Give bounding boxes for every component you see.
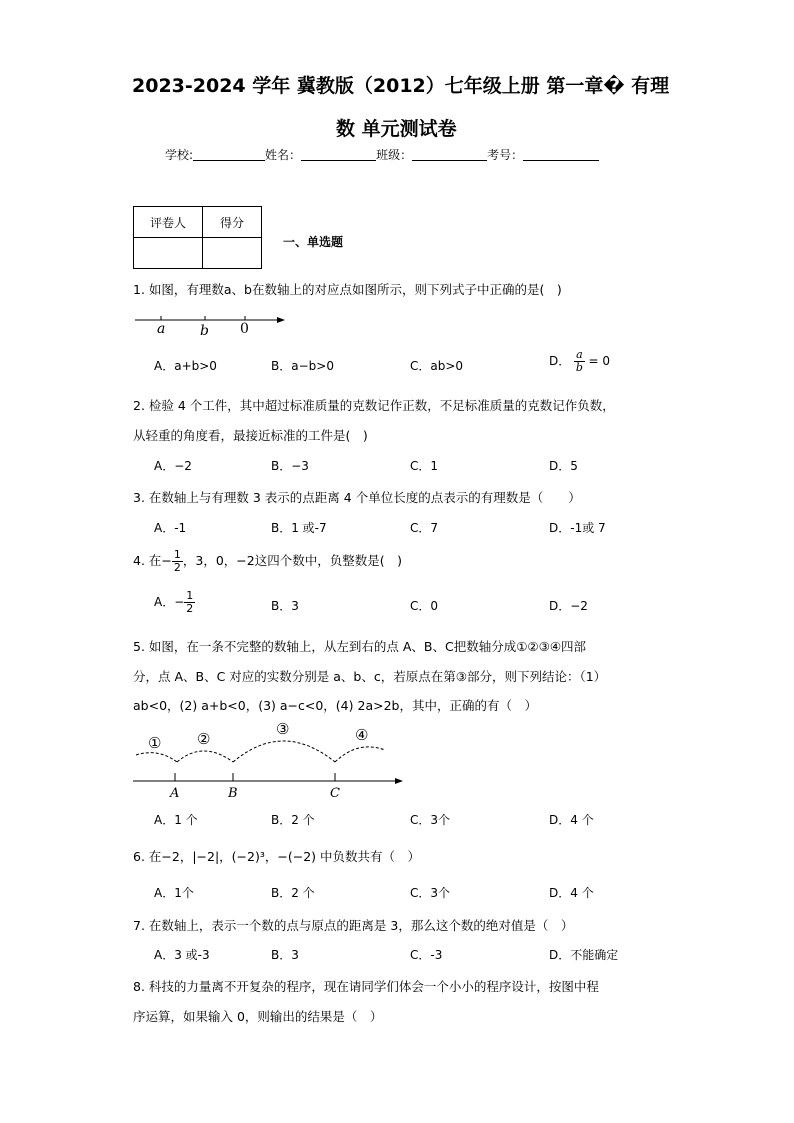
- q6-option-a: A．1个: [154, 886, 194, 900]
- name-label: 姓名：: [265, 148, 302, 162]
- q7-option-d: D．不能确定: [549, 948, 619, 962]
- label-0: 0: [240, 321, 249, 337]
- q6-option-d: D．4 个: [549, 886, 594, 900]
- q1-option-b: B．a−b>0: [271, 359, 334, 373]
- q5-option-d: D．4 个: [549, 813, 594, 827]
- point-A-label: A: [170, 786, 180, 801]
- frac-numerator: a: [576, 348, 583, 361]
- section-heading: 一、单选题: [283, 235, 344, 249]
- question-5-stem-line2: 分，点 A、B、C 对应的实数分别是 a、b、c，若原点在第③部分，则下列结论：（1）: [133, 669, 607, 684]
- q1-option-d-tail: = 0: [588, 354, 610, 368]
- frac-denominator: 2: [173, 561, 181, 574]
- q7-option-b: B．3: [271, 948, 299, 962]
- question-2-stem-line2: 从轻重的角度看，最接近标准的工件是( ): [133, 428, 368, 443]
- q3-option-d: D．-1或 7: [549, 521, 606, 535]
- q4-stem-post: ，3，0，−2这四个数中，负整数是( ): [182, 553, 402, 568]
- q2-option-c: C．1: [410, 459, 439, 473]
- region-4-label: ④: [355, 726, 369, 744]
- region-2-label: ②: [197, 730, 211, 748]
- frac-denominator: 2: [186, 602, 194, 615]
- q4-stem-fraction: [172, 549, 183, 574]
- class-label: 班级：: [376, 148, 413, 162]
- q1-option-a: A．a+b>0: [154, 359, 217, 373]
- region-1-label: ①: [148, 734, 162, 752]
- q4-option-b: B．3: [271, 599, 299, 613]
- q1-option-d-label: D．: [549, 354, 571, 368]
- point-C-label: C: [330, 786, 340, 801]
- q2-option-b: B．−3: [271, 459, 309, 473]
- question-3-stem: 3. 在数轴上与有理数 3 表示的点距离 4 个单位长度的点表示的有理数是（ ）: [133, 490, 581, 505]
- student-info-line: [165, 146, 599, 163]
- number-label: 考号：: [487, 148, 524, 162]
- page-title-line2: 数 单元测试卷: [336, 118, 457, 140]
- q2-option-d: D．5: [549, 459, 578, 473]
- q1-option-d-fraction: [574, 349, 585, 374]
- question-5-stem-line3: ab<0，(2) a+b<0，(3) a−c<0，(4) 2a>2b，其中，正确的有（ ）: [133, 698, 537, 713]
- reviewer-header: 评卷人: [134, 207, 203, 238]
- class-blank: [412, 148, 487, 161]
- reviewer-cell: [134, 238, 203, 269]
- label-a: a: [157, 321, 166, 337]
- question-2-stem-line1: 2. 检验 4 个工件，其中超过标准质量的克数记作正数，不足标准质量的克数记作负数，: [133, 398, 615, 413]
- q4-stem-pre: 4. 在−: [133, 553, 172, 568]
- school-label: 学校:: [165, 148, 194, 162]
- school-blank: [193, 148, 265, 161]
- question-5-stem-line1: 5. 如图，在一条不完整的数轴上，从左到右的点 A、B、C把数轴分成①②③④四部: [133, 639, 587, 654]
- label-b: b: [200, 323, 209, 339]
- page-title-line1: 2023-2024 学年 冀教版（2012）七年级上册 第一章� 有理: [132, 75, 670, 97]
- question-8-stem-line2: 序运算，如果输入 0，则输出的结果是（ ）: [133, 1009, 383, 1024]
- q4-option-c: C．0: [410, 599, 439, 613]
- q3-option-a: A．-1: [154, 521, 187, 535]
- q5-option-b: B．2 个: [271, 813, 315, 827]
- frac-numerator: 1: [173, 548, 181, 561]
- q1-option-d: [549, 349, 610, 374]
- q4-option-a-label: A．−: [154, 595, 185, 609]
- question-6-stem: 6. 在−2，|−2|，(−2)³，−(−2) 中负数共有（ ）: [133, 849, 420, 864]
- question-1-number-line: [133, 308, 293, 340]
- point-B-label: B: [228, 786, 238, 801]
- frac-denominator: b: [575, 361, 583, 374]
- q4-option-d: D．−2: [549, 599, 588, 613]
- question-4-stem: [133, 549, 402, 574]
- q4-option-a-fraction: [184, 590, 195, 615]
- question-8-stem-line1: 8. 科技的力量离不开复杂的程序，现在请同学们体会一个小小的程序设计，按图中程: [133, 979, 599, 994]
- score-header: 得分: [203, 207, 262, 238]
- name-blank: [301, 148, 376, 161]
- q5-option-a: A．1 个: [154, 813, 198, 827]
- score-table: [133, 206, 262, 269]
- q3-option-b: B．1 或-7: [271, 521, 327, 535]
- region-3-label: ③: [276, 720, 290, 738]
- q2-option-a: A．−2: [154, 459, 192, 473]
- q6-option-b: B．2 个: [271, 886, 315, 900]
- q3-option-c: C．7: [410, 521, 439, 535]
- frac-numerator: 1: [186, 589, 194, 602]
- q5-option-c: C．3个: [410, 813, 451, 827]
- q7-option-c: C．-3: [410, 948, 443, 962]
- question-5-number-line: [133, 720, 413, 802]
- score-cell: [203, 238, 262, 269]
- question-7-stem: 7. 在数轴上，表示一个数的点与原点的距离是 3，那么这个数的绝对值是（ ）: [133, 918, 574, 933]
- q6-option-c: C．3个: [410, 886, 451, 900]
- question-1-stem: 1. 如图，有理数a、b在数轴上的对应点如图所示，则下列式子中正确的是( ): [133, 282, 562, 297]
- q1-option-c: C．ab>0: [410, 359, 464, 373]
- q7-option-a: A．3 或-3: [154, 948, 210, 962]
- number-blank: [523, 148, 599, 161]
- q4-option-a: [154, 590, 195, 615]
